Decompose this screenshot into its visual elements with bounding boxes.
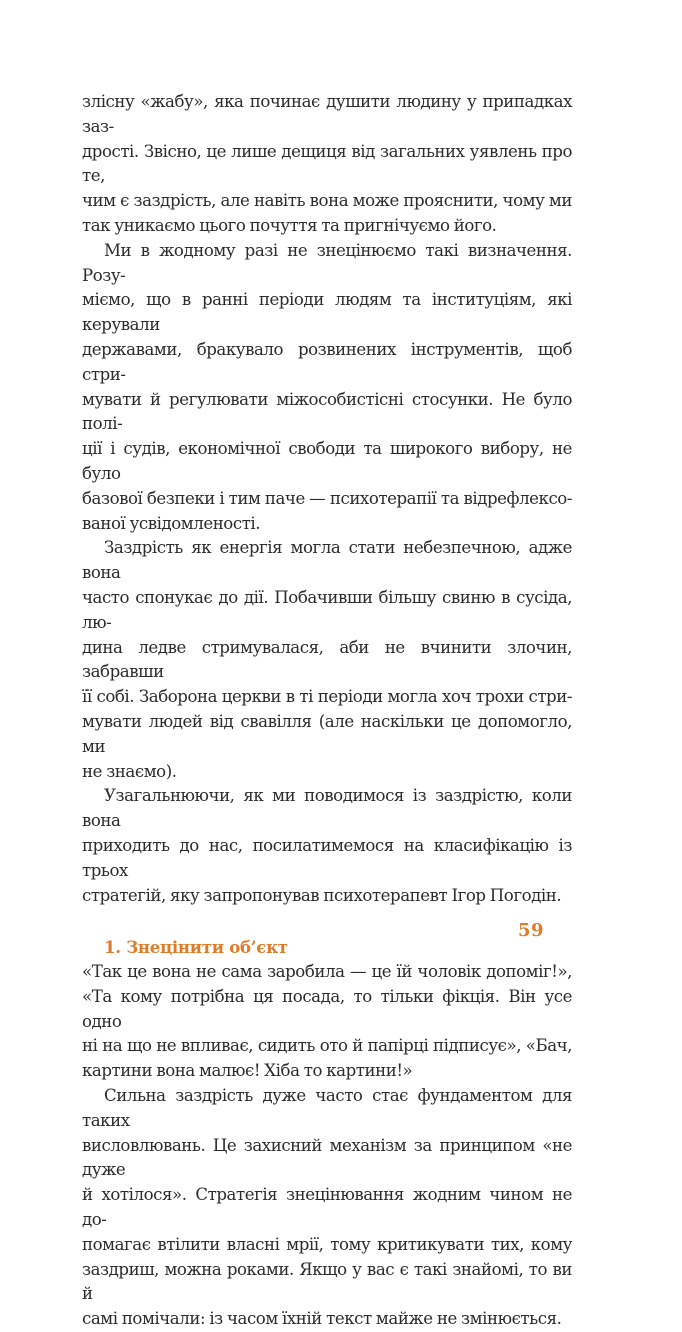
page-number: 59: [518, 920, 545, 941]
paragraph-5: [82, 1084, 572, 1332]
text-line: заздриш, можна роками. Якщо у вас є такі знайомі, то ви й: [82, 1259, 572, 1304]
text-line: чим є заздрість, але навіть вона може прояснити, чому ми: [82, 191, 572, 211]
text-line: не знаємо).: [82, 761, 177, 781]
text-line: картини вона малює! Хіба то картини!»: [82, 1061, 413, 1081]
text-line: висловлювань. Це захисний механізм за принципом «не дуже: [82, 1135, 572, 1180]
text-line: ції і судів, економічної свободи та широкого вибору, не було: [82, 439, 572, 483]
text-line: ваної усвідомленості.: [82, 513, 261, 533]
text-line: дрості. Звісно, це лише дещиця від загальних уявлень про те,: [82, 141, 572, 186]
text-line: Заздрість як енергія могла стати небезпечною, адже вона: [82, 538, 572, 583]
text-line: «Так це вона не сама заробила — це їй чоловік допоміг!»,: [82, 962, 572, 982]
text-line: «Та кому потрібна ця посада, то тільки фікція. Він усе одно: [82, 986, 572, 1031]
text-line: дина ледве стримувалася, аби не вчинити злочин, забравши: [82, 637, 572, 682]
paragraph-1: [82, 90, 572, 239]
text-line: так уникаємо цього почуття та пригнічуємо його.: [82, 215, 497, 235]
book-page: [82, 90, 572, 1332]
text-line: злісну «жабу», яка починає душити людину у припадках зaз-: [82, 92, 572, 136]
text-line: ні на що не впливає, сидить ото й папірці підписує», «Бач,: [82, 1036, 572, 1056]
text-line: Ми в жодному разі не знецінюємо такі визначення. Розу-: [82, 240, 572, 285]
text-line: часто спонукає до дії. Побачивши більшу свиню в сусіда, лю-: [82, 587, 572, 632]
text-line: й хотілося». Стратегія знецінювання жодним чином не до-: [82, 1185, 572, 1230]
section-heading: 1. Знецінити об’єкт: [104, 937, 288, 958]
paragraph-2: [82, 239, 572, 537]
text-line: Сильна заздрість дуже часто стає фундаментом для таких: [82, 1086, 572, 1130]
text-line: її собі. Заборона церкви в ті періоди могла хоч трохи стри-: [82, 687, 572, 707]
paragraph-3: [82, 536, 572, 784]
text-line: Узагальнюючи, як ми поводимося із заздрістю, коли вона: [82, 786, 572, 831]
text-line: державами, бракувало розвинених інструментів, щоб стри-: [82, 339, 572, 384]
text-line: помагає втілити власні мрії, тому критикувати тих, кому: [82, 1234, 572, 1254]
text-line: самі помічали: із часом їхній текст майже не змінюється.: [82, 1309, 562, 1329]
text-line: стратегій, яку запропонував психотерапевт Ігор Погодін.: [82, 885, 562, 905]
text-line: приходить до нас, посилатимемося на класифікацію із трьох: [82, 835, 572, 880]
text-line: міємо, що в ранні періоди людям та інституціям, які керували: [82, 290, 572, 335]
text-line: базової безпеки і тим паче — психотерапії та відрефлексо-: [82, 488, 572, 508]
text-line: мувати людей від свавілля (але наскільки це допомогло, ми: [82, 711, 572, 756]
text-line: мувати й регулювати міжособистісні стосунки. Не було полі-: [82, 389, 572, 434]
quote-paragraph: [82, 960, 572, 1084]
paragraph-4: [82, 784, 572, 908]
